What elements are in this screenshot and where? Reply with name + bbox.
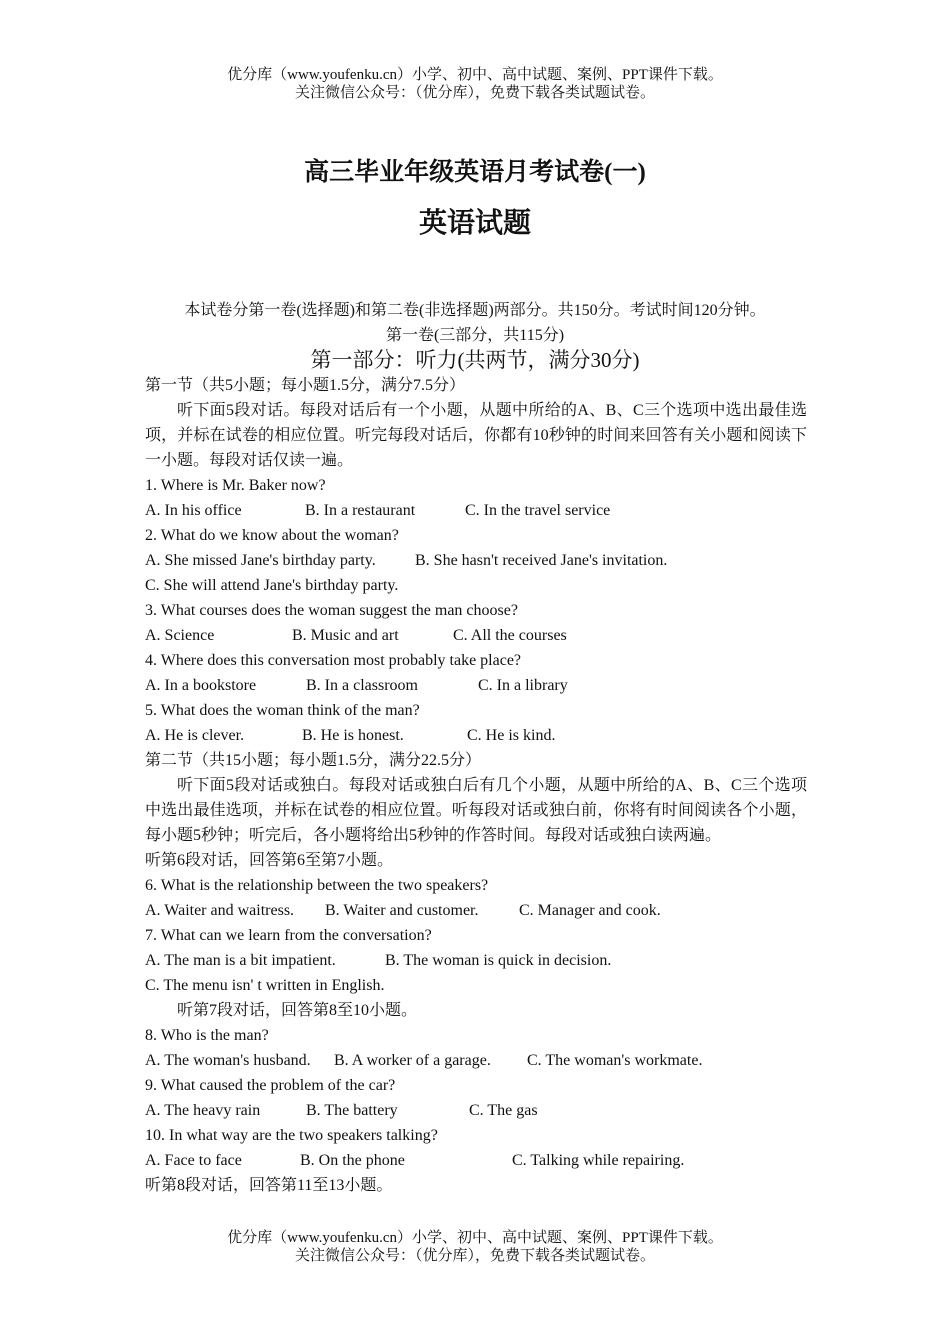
- option-a: A. In a bookstore: [145, 677, 257, 694]
- option-c: C. The woman's workmate.: [527, 1052, 703, 1069]
- exam-content: [145, 373, 807, 1198]
- option-a: A. The man is a bit impatient.: [145, 952, 336, 969]
- option-b: B. In a classroom: [306, 677, 418, 694]
- footer-line-2: 关注微信公众号：（优分库），免费下载各类试题试卷。: [294, 1248, 655, 1264]
- question-1-stem: 1. Where is Mr. Baker now?: [145, 477, 326, 494]
- option-b: B. A worker of a garage.: [334, 1052, 491, 1069]
- header-line-1: 优分库（www.youfenku.cn）小学、初中、高中试题、案例、PPT课件下载。: [227, 67, 723, 83]
- option-c: C. Talking while repairing.: [512, 1152, 685, 1169]
- question-4-options: [145, 673, 807, 698]
- option-c: C. The gas: [469, 1102, 538, 1119]
- option-a: A. He is clever.: [145, 727, 245, 744]
- question-8-options: [145, 1048, 807, 1073]
- option-b: B. Waiter and customer.: [325, 902, 479, 919]
- dialog-7-heading: 听第7段对话，回答第8至10小题。: [177, 1002, 418, 1019]
- question-5-options: [145, 723, 807, 748]
- footer-line-1: 优分库（www.youfenku.cn）小学、初中、高中试题、案例、PPT课件下载。: [227, 1230, 723, 1246]
- option-a: A. She missed Jane's birthday party.: [145, 552, 376, 569]
- question-9-options: [145, 1098, 807, 1123]
- question-7-options-ab: [145, 948, 807, 973]
- section-1-heading: 第一节（共5小题；每小题1.5分，满分7.5分）: [145, 377, 466, 394]
- part-heading: 第一部分：听力(共两节，满分30分): [310, 348, 640, 372]
- option-a: A. Science: [145, 627, 215, 644]
- question-9-stem: 9. What caused the problem of the car?: [145, 1077, 396, 1094]
- question-2-stem: 2. What do we know about the woman?: [145, 527, 399, 544]
- volume-heading: 第一卷(三部分，共115分): [385, 327, 565, 344]
- question-4-stem: 4. Where does this conversation most probably take place?: [145, 652, 522, 669]
- option-b: B. She hasn't received Jane's invitation.: [415, 552, 668, 569]
- option-c: C. She will attend Jane's birthday party.: [145, 577, 399, 594]
- page-footer: [0, 1229, 950, 1265]
- option-a: A. Face to face: [145, 1152, 242, 1169]
- exam-intro: 本试卷分第一卷(选择题)和第二卷(非选择题)两部分。共150分。考试时间120分钟。: [184, 302, 766, 319]
- option-c: C. He is kind.: [467, 727, 556, 744]
- section-1-instructions: 听下面5段对话。每段对话后有一个小题，从题中所给的A、B、C三个选项中选出最佳选项，并标在试卷的相应位置。听完每段对话后，你都有10秒钟的时间来回答有关小题和阅读下一小题。每段对话仅读一遍。: [145, 402, 807, 469]
- option-c: C. In the travel service: [465, 502, 611, 519]
- option-b: B. The woman is quick in decision.: [385, 952, 612, 969]
- option-a: A. The heavy rain: [145, 1102, 261, 1119]
- option-b: B. On the phone: [300, 1152, 405, 1169]
- option-c: C. All the courses: [453, 627, 567, 644]
- question-8-stem: 8. Who is the man?: [145, 1027, 269, 1044]
- question-7-stem: 7. What can we learn from the conversation?: [145, 927, 432, 944]
- option-c: C. Manager and cook.: [519, 902, 661, 919]
- question-3-stem: 3. What courses does the woman suggest the man choose?: [145, 602, 518, 619]
- exam-subtitle: 英语试题: [418, 208, 531, 239]
- option-a: A. In his office: [145, 502, 242, 519]
- option-b: B. He is honest.: [302, 727, 404, 744]
- option-b: B. The battery: [306, 1102, 398, 1119]
- dialog-8-heading: 听第8段对话，回答第11至13小题。: [145, 1177, 393, 1194]
- exam-title: 高三毕业年级英语月考试卷(一): [304, 159, 646, 186]
- question-6-options: [145, 898, 807, 923]
- option-a: A. The woman's husband.: [145, 1052, 311, 1069]
- question-10-stem: 10. In what way are the two speakers talking?: [145, 1127, 438, 1144]
- question-1-options: [145, 498, 807, 523]
- section-2-instructions: 听下面5段对话或独白。每段对话或独白后有几个小题，从题中所给的A、B、C三个选项中选出最佳选项，并标在试卷的相应位置。听每段对话或独白前，你将有时间阅读各个小题，每小题5秒钟；听完后，各小题将给出5秒钟的作答时间。每段对话或独白读两遍。: [145, 777, 807, 844]
- option-a: A. Waiter and waitress.: [145, 902, 295, 919]
- section-2-heading: 第二节（共15小题；每小题1.5分，满分22.5分）: [145, 752, 482, 769]
- option-b: B. Music and art: [292, 627, 399, 644]
- question-2-options-ab: [145, 548, 807, 573]
- page-header: [0, 66, 950, 102]
- question-10-options: [145, 1148, 807, 1173]
- question-6-stem: 6. What is the relationship between the two speakers?: [145, 877, 489, 894]
- option-c: C. In a library: [478, 677, 568, 694]
- dialog-6-heading: 听第6段对话，回答第6至第7小题。: [145, 852, 394, 869]
- question-3-options: [145, 623, 807, 648]
- option-b: B. In a restaurant: [305, 502, 416, 519]
- header-line-2: 关注微信公众号：（优分库），免费下载各类试题试卷。: [294, 85, 655, 101]
- question-5-stem: 5. What does the woman think of the man?: [145, 702, 420, 719]
- option-c: C. The menu isn' t written in English.: [145, 977, 385, 994]
